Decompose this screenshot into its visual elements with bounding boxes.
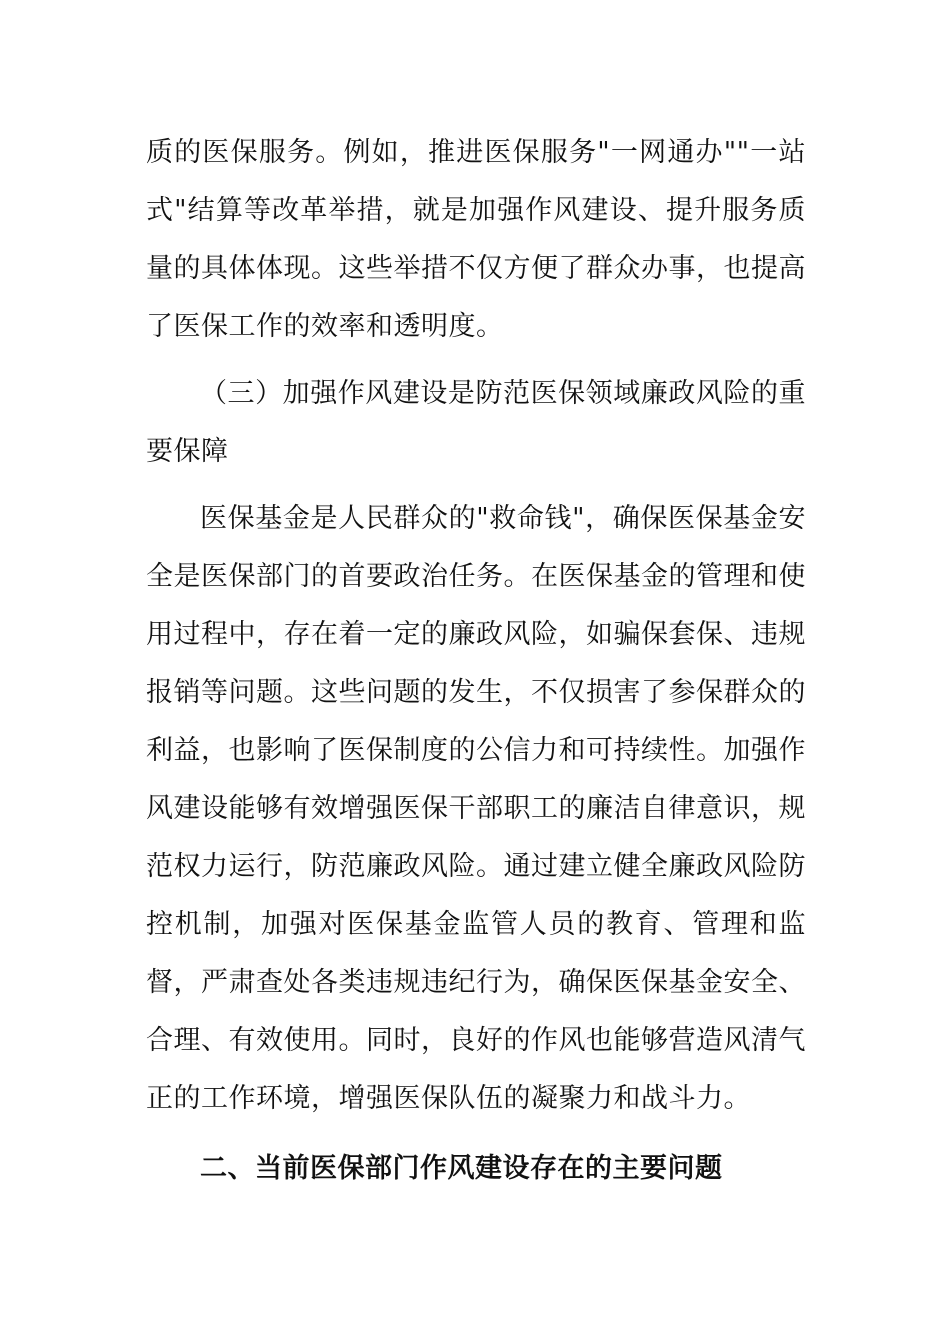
section-heading: 二、当前医保部门作风建设存在的主要问题 [200, 1153, 723, 1184]
subsection-heading: （三）加强作风建设是防范医保领域廉政风险的重要保障 [146, 378, 806, 467]
paragraph-continuation: 质的医保服务。例如，推进医保服务"一网通办""一站式"结算等改革举措，就是加强作风建设、提升服务质量的具体体现。这些举措不仅方便了群众办事，也提高了医保工作的效率和透明度。 [146, 137, 806, 342]
document-body [146, 124, 806, 1198]
paragraph-fund-security: 医保基金是人民群众的"救命钱"，确保医保基金安全是医保部门的首要政治任务。在医保基金的管理和使用过程中，存在着一定的廉政风险，如骗保套保、违规报销等问题。这些问题的发生，不仅损害了参保群众的利益，也影响了医保制度的公信力和可持续性。加强作风建设能够有效增强医保干部职工的廉洁自律意识，规范权力运行，防范廉政风险。通过建立健全廉政风险防控机制，加强对医保基金监管人员的教育、管理和监督，严肃查处各类违规违纪行为，确保医保基金安全、合理、有效使用。同时，良好的作风也能够营造风清气正的工作环境，增强医保队伍的凝聚力和战斗力。 [146, 503, 806, 1114]
